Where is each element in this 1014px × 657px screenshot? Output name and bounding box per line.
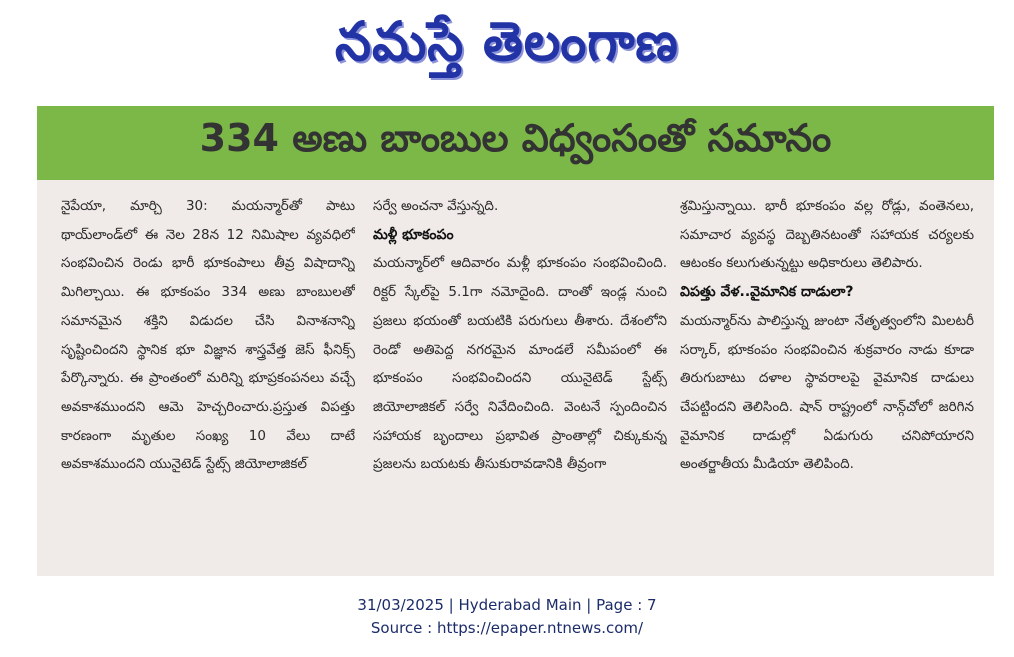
article-column-3 (680, 192, 974, 572)
footer-source: Source : https://epaper.ntnews.com/ (370, 619, 644, 637)
article-column-1 (61, 192, 355, 572)
news-clipping (37, 106, 994, 576)
article-subheading: మళ్లీ భూకంపం (373, 226, 454, 243)
article-paragraph: నైపేయా, మార్చి 30: మయన్మార్‌తో పాటు థాయ్‌లాండ్‌లో ఈ నెల 28న 12 నిమిషాల వ్యవధిలో సంభవించిన రెండు భారీ భూకంపాలు తీవ్ర విషాదాన్ని మిగిల్చాయి. ఈ భూకంపం 334 అణు బాంబులతో సమానమైన శక్తిని విడుదల చేసి వినాశనాన్ని సృష్టించిందని స్థానిక భూ విజ్ఞాన శాస్త్రవేత్త జెస్ ఫీనిక్స్ పేర్కొన్నారు. ఈ ప్రాంతంలో మరిన్ని భూప్రకంపనలు వచ్చే అవకాశముందని ఆమె హెచ్చరించారు.ప్రస్తుత విపత్తు కారణంగా మృతుల సంఖ్య 10 వేలు దాటే అవకాశముందని యునైటెడ్ స్టేట్స్ జియోలాజికల్ (61, 198, 355, 473)
article-column-2 (373, 192, 667, 572)
article-paragraph: సర్వే అంచనా వేస్తున్నది. (373, 198, 499, 214)
article-subheading: విపత్తు వేళ..వైమానిక దాడులా? (680, 284, 854, 301)
article-body (37, 192, 994, 572)
article-paragraph: శ్రమిస్తున్నాయి. భారీ భూకంపం వల్ల రోడ్లు, వంతెనలు, సమాచార వ్యవస్థ దెబ్బతినటంతో సహాయక చర్యలకు ఆటంకం కలుగుతున్నట్టు అధికారులు తెలిపారు. (680, 198, 974, 272)
masthead-logo-text: నమస్తే తెలంగాణ (335, 9, 679, 73)
article-paragraph: మయన్మార్‌లో ఆదివారం మళ్లీ భూకంపం సంభవించింది. రిక్టర్ స్కేల్‌పై 5.1గా నమోదైంది. దాంతో ఇండ్ల నుంచి ప్రజలు భయంతో బయటికి పరుగులు తీశారు. దేశంలోని రెండో అతిపెద్ద నగరమైన మాండలే సమీపంలో ఈ భూకంపం సంభవించిందని యునైటెడ్ స్టేట్స్ జియోలాజికల్ సర్వే నివేదించింది. వెంటనే స్పందించిన సహాయక బృందాలు ప్రభావిత ప్రాంతాల్లో చిక్కుకున్న ప్రజలను బయటకు తీసుకురావడానికి తీవ్రంగా (373, 255, 667, 473)
article-paragraph: మయన్మార్‌ను పాలిస్తున్న జుంటా నేతృత్వంలోని మిలటరీ సర్కార్, భూకంపం సంభవించిన శుక్రవారం నాడు కూడా తిరుగుబాటు దళాల స్థావరాలపై వైమానిక దాడులు చేపట్టిందని తెలిసింది. షాన్ రాష్ట్రంలో నాన్గ్‌చోలో జరిగిన వైమానిక దాడుల్లో ఏడుగురు చనిపోయారని అంతర్జాతీయ మీడియా తెలిపింది. (680, 312, 974, 473)
headline-bar (37, 106, 994, 180)
masthead (0, 0, 1014, 96)
headline: 334 అణు బాంబుల విధ్వంసంతో సమానం (199, 116, 832, 160)
footer-date-edition: 31/03/2025 | Hyderabad Main | Page : 7 (357, 596, 657, 614)
